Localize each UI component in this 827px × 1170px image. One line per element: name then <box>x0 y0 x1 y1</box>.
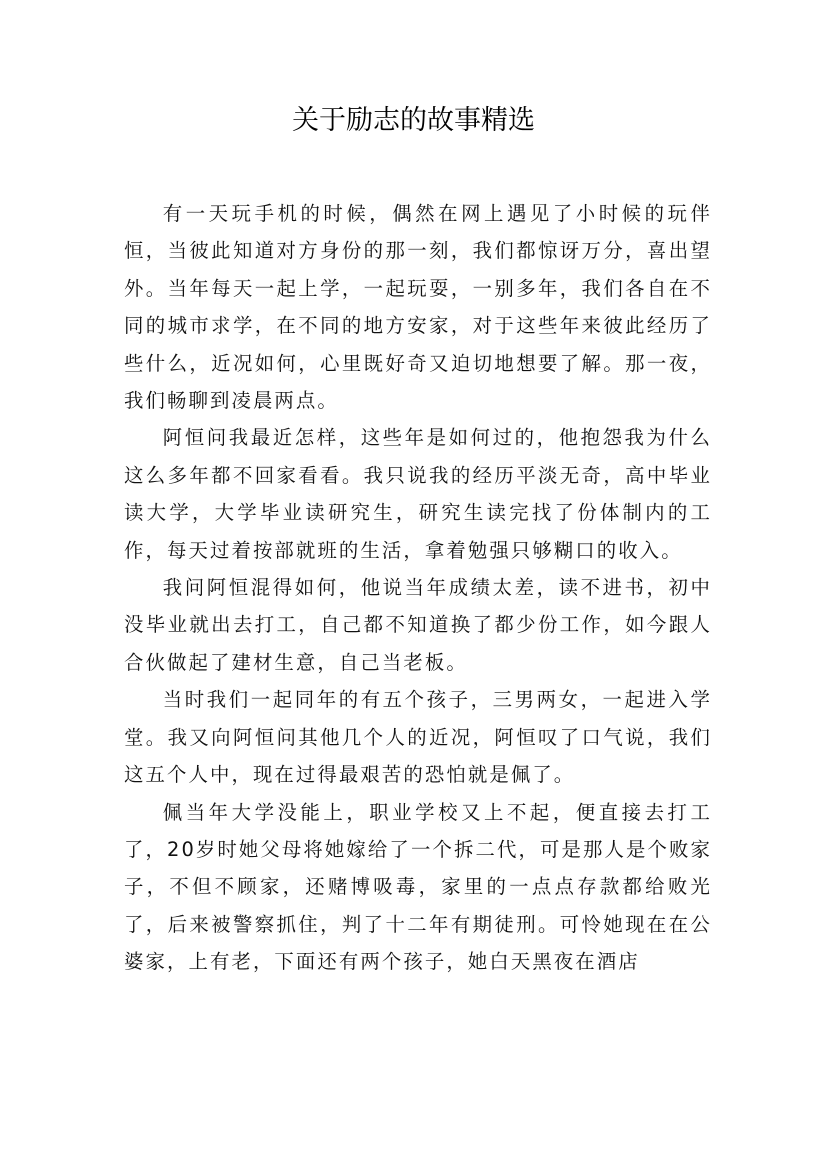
paragraph-4: 当时我们一起同年的有五个孩子，三男两女，一起进入学堂。我又向阿恒问其他几个人的近况，阿恒叹了口气说，我们这五个人中，现在过得最艰苦的恐怕就是佩了。 <box>124 688 712 787</box>
document-title: 关于励志的故事精选 <box>292 105 535 136</box>
paragraph-2: 阿恒问我最近怎样，这些年是如何过的，他抱怨我为什么这么多年都不回家看看。我只说我的经历平淡无奇，高中毕业读大学，大学毕业读研究生，研究生读完找了份体制内的工作，每天过着按部就班的生活，拿着勉强只够糊口的收入。 <box>124 426 712 562</box>
paragraph-5: 佩当年大学没能上，职业学校又上不起，便直接去打工了，20岁时她父母将她嫁给了一个拆二代，可是那人是个败家子，不但不顾家，还赌博吸毒，家里的一点点存款都给败光了，后来被警察抓住，判了十二年有期徒刑。可怜她现在在公婆家，上有老，下面还有两个孩子，她白天黑夜在酒店 <box>124 800 712 974</box>
paragraph-1: 有一天玩手机的时候，偶然在网上遇见了小时候的玩伴恒，当彼此知道对方身份的那一刻，我们都惊讶万分，喜出望外。当年每天一起上学，一起玩耍，一别多年，我们各自在不同的城市求学，在不同的地方安家，对于这些年来彼此经历了些什么，近况如何，心里既好奇又迫切地想要了解。那一夜，我们畅聊到凌晨两点。 <box>124 202 712 413</box>
paragraph-3: 我问阿恒混得如何，他说当年成绩太差，读不进书，初中没毕业就出去打工，自己都不知道换了都少份工作，如今跟人合伙做起了建材生意，自己当老板。 <box>124 576 712 674</box>
document-body <box>124 195 712 981</box>
